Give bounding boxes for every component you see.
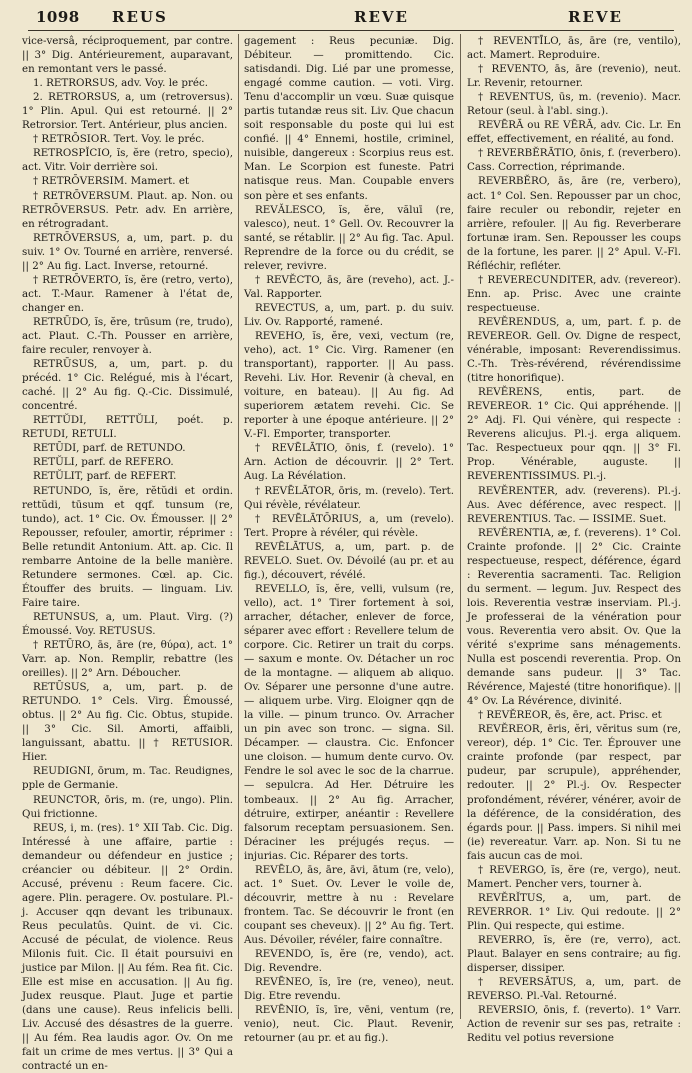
dictionary-entry: gagement : Reus pecuniæ. Dig. Débiteur. — promittendo. Cic. satisdandi. Dig. Lié par une promesse, engagé comme caution. — voti. Virg. Tenu d'accomplir un vœu. Suæ quisque partis tutandæ reus sit. Liv. Que chacun soit responsable du poste qui lui est confié. || 4° Ennemi, hostile, criminel, nuisible, dangereux : Scorpius reus est. Man. Le Scorpion est funeste. Patri natisque reus. Man. Coupable envers son père et ses enfants. bbox=[244, 35, 454, 202]
dictionary-entry: REVEHO, ĭs, ĕre, vexi, vectum (re, veho), act. 1° Cic. Virg. Ramener (en transportant), rapporter. || Au pass. Revehi. Liv. Hor. Revenir (à cheval, en voiture, en bateau). || Au fig. Ad superiorem ætatem revehi. Cic. Se reporter à une époque antérieure. || 2° V.-Fl. Emporter, transporter. bbox=[244, 329, 454, 441]
dictionary-entry: REUNCTOR, ōris, m. (re, ungo). Plin. Qui frictionne. bbox=[22, 793, 233, 820]
dictionary-entry: REVELLO, ĭs, ĕre, velli, vulsum (re, vello), act. 1° Tirer fortement à soi, arracher, détacher, enlever de force, séparer avec effort : Revellere telum de corpore. Cic. Retirer un trait du corps. — saxum e monte. Ov. Détacher un roc de la montagne. — aliquem ab aliquo. Ov. Séparer une personne d'une autre. — aliquem urbe. Virg. Eloigner qqn de la ville. — pinum trunco. Ov. Arracher un pin avec son tronc. — signa. Sil. Décamper. — claustra. Cic. Enfoncer une cloison. — humum dente curvo. Ov. Fendre le sol avec le soc de la charrue. — sepulcra. Ad Her. Détruire les tombeaux. || 2° Au fig. Arracher, détruire, extirper, anéantir : Revellere falsorum receptam persuasionem. Sen. Déraciner les préjugés reçus. — injurias. Cic. Réparer des torts. bbox=[244, 582, 454, 862]
dictionary-entry: RETŪSUS, a, um, part. p. de RETUNDO. 1° Cels. Virg. Émoussé, obtus. || 2° Au fig. Cic. Obtus, stupide. || 3° Cic. Sil. Amorti, affaibli, languissant, abattu. || † RETUSIOR. Hier. bbox=[22, 681, 233, 764]
dictionary-entry: † REVĒLĀTOR, ōris, m. (revelo). Tert. Qui révèle, révélateur. bbox=[244, 484, 454, 511]
dictionary-entry: † REVENTUS, ūs, m. (revenio). Macr. Retour (seul. à l'abl. sing.). bbox=[467, 91, 681, 118]
dictionary-entry: REVĒRĀ ou RE VĒRĀ, adv. Cic. Lr. En effet, effectivement, en réalité, au fond. bbox=[467, 119, 681, 146]
dictionary-entry: † RETRŌVERSUM. Plaut. ap. Non. ou RETRŌVERSUS. Petr. adv. En arrière, en rétrogradant. bbox=[22, 189, 233, 230]
dictionary-entry: REVĒLO, ās, āre, āvi, ātum (re, velo), act. 1° Suet. Ov. Lever le voile de, découvrir, mettre à nu : Revelare frontem. Tac. Se découvrir le front (en coupant ses cheveux). || 2° Au fig. Tert. Aus. Dévoiler, révéler, faire connaître. bbox=[244, 863, 454, 946]
dictionary-entry: † REVERBĔRĀTIO, ōnis, f. (reverbero). Cass. Correction, réprimande. bbox=[467, 147, 681, 174]
page-number: 1098 bbox=[36, 8, 80, 26]
dictionary-entry: † REVĔREOR, ēs, ēre, act. Prisc. et bbox=[478, 709, 662, 722]
dictionary-entry: REVERBĔRO, ās, āre (re, verbero), act. 1° Col. Sen. Repousser par un choc, faire reculer ou rebondir, rejeter en arrière, refouler. || Au fig. Reverberare fortunæ iram. Sen. Repousser les coups de la fortune, les parer. || 2° Apul. V.-Fl. Réfléchir, refléter. bbox=[467, 175, 681, 272]
dictionary-entry: † REVERGO, ĭs, ĕre (re, vergo), neut. Mamert. Pencher vers, tourner à. bbox=[467, 863, 681, 890]
dictionary-entry: † REVENTO, ās, āre (revenio), neut. Lr. Revenir, retourner. bbox=[467, 63, 681, 90]
dictionary-entry: † RETŪRO, ās, āre (re, θύρα), act. 1° Varr. ap. Non. Remplir, rebattre (les oreilles). || 2° Arn. Déboucher. bbox=[22, 639, 233, 680]
dictionary-entry: REVENDO, ĭs, ĕre (re, vendo), act. Dig. Revendre. bbox=[244, 948, 454, 975]
dictionary-entry: † REVĔCTO, ās, āre (reveho), act. J.-Val. Rapporter. bbox=[244, 273, 454, 300]
dictionary-entry: RETRŪSUS, a, um, part. p. du précéd. 1° Cic. Relégué, mis à l'écart, caché. || 2° Au fig. Q.-Cic. Dissimulé, concentré. bbox=[22, 358, 233, 413]
dictionary-entry: REVĔRENTIA, æ, f. (reverens). 1° Col. Crainte profonde. || 2° Cic. Crainte respectueuse, respect, déférence, égard : Reverentia sacramenti. Tac. Religion du serment. — legum. Juv. Respect des lois. Reverentia vestræ inserviam. Pl.-j. Je professerai de la vénération pour vous. Reverentia vero absit. Ov. Que la vérité s'exprime sans ménagements. Nulla est poscendi reverentia. Prop. On demande sans pudeur. || 3° Tac. Révérence, Majesté (titre honorifique). || 4° Ov. La Révérence, divinité. bbox=[467, 526, 682, 708]
dictionary-entry: RETUNSUS, a, um. Plaut. Virg. (?) Émoussé. Voy. RETUSUS. bbox=[22, 610, 233, 637]
dictionary-entry: RETRŌVERSUS, a, um, part. p. du suiv. 1° Ov. Tourné en arrière, renversé. || 2° Au fig. Lact. Inverse, retourné. bbox=[22, 231, 233, 272]
dictionary-entry: RETŬLI, parf. de REFERO. bbox=[33, 456, 174, 469]
dictionary-entry: REVĒLĀTUS, a, um, part. p. de REVELO. Suet. Ov. Dévoilé (au pr. et au fig.), découvert, révélé. bbox=[244, 540, 454, 581]
text-column-middle bbox=[244, 34, 454, 1045]
dictionary-entry: RETTŬDI, RETTŬLI, poét. p. RETUDI, RETULI. bbox=[22, 414, 233, 441]
dictionary-entry: 2. RETRORSUS, a, um (retroversus). 1° Plin. Apul. Qui est retourné. || 2° Retrorsior. Tert. Antérieur, plus ancien. bbox=[22, 91, 233, 132]
dictionary-entry: † REVERSĀTUS, a, um, part. de REVERSO. Pl.-Val. Retourné. bbox=[467, 976, 681, 1003]
dictionary-entry: † REVENTĪLO, ās, āre (re, ventilo), act. Mamert. Reproduire. bbox=[467, 35, 681, 62]
column-divider bbox=[238, 34, 239, 1019]
dictionary-entry: RETROSPĬCIO, ĭs, ĕre (retro, specio), act. Vitr. Voir derrière soi. bbox=[22, 147, 233, 174]
dictionary-entry: REVĔRĬTUS, a, um, part. de REVERROR. 1° Liv. Qui redoute. || 2° Plin. Qui respecte, qui estime. bbox=[467, 891, 681, 932]
dictionary-entry: † REVERECUNDITER, adv. (revereor). Enn. ap. Prisc. Avec une crainte respectueuse. bbox=[467, 273, 681, 314]
dictionary-entry: REVĂLESCO, ĭs, ĕre, văluī (re, valesco), neut. 1° Gell. Ov. Recouvrer la santé, se rétablir. || 2° Au fig. Tac. Apul. Reprendre de la force ou du crédit, se relever, revivre. bbox=[244, 203, 454, 272]
column-divider bbox=[460, 34, 461, 1019]
dictionary-entry: † RETRŌVERTO, ĭs, ĕre (retro, verto), act. T.-Maur. Ramener à l'état de, changer en. bbox=[22, 273, 233, 314]
dictionary-entry: REVĔRENS, entis, part. de REVEREOR. 1° Cic. Qui appréhende. || 2° Adj. Fl. Qui vénère, qui respecte : Reverens alicujus. Pl.-j. erga aliquem. Tac. Respectueux pour qqn. || 3° Fl. Prop. Vénérable, auguste. || REVERENTISSIMUS. Pl.-j. bbox=[467, 386, 681, 483]
dictionary-entry: REVĔRENTER, adv. (reverens). Pl.-j. Aus. Avec déférence, avec respect. || REVERENTIUS. Tac. — ISSIME. Suet. bbox=[467, 484, 681, 525]
dictionary-entry: RETŬLIT, parf. de REFERT. bbox=[33, 470, 177, 483]
left-guide-word: REUS bbox=[112, 8, 168, 26]
dictionary-entry: † RETRŌSIOR. Tert. Voy. le préc. bbox=[33, 133, 205, 146]
dictionary-entry: RETRŪDO, ĭs, ĕre, trūsum (re, trudo), act. Plaut. C.-Th. Pousser en arrière, faire reculer, renvoyer à. bbox=[22, 315, 233, 357]
right-guide-word: REVE bbox=[568, 8, 623, 26]
dictionary-entry: † REVĒLĀTIO, ōnis, f. (revelo). 1° Arn. Action de découvrir. || 2° Tert. Aug. La Révélation. bbox=[244, 442, 454, 483]
dictionary-entry: REUDIGNI, ōrum, m. Tac. Reudignes, pple de Germanie. bbox=[22, 765, 233, 792]
dictionary-entry: REVĒNEO, ĭs, īre (re, veneo), neut. Dig. Etre revendu. bbox=[244, 976, 454, 1003]
dictionary-entry: RETUNDO, ĭs, ĕre, rĕtŭdi et ordin. rettŭdi, tūsum et qqf. tunsum (re, tundo), act. 1° Cic. Ov. Émousser. || 2° Repousser, refouler, amortir, réprimer : Belle retundit Antonium. Att. ap. Cic. Il rembarre Antoine de la belle manière. Retundere sermones. Cœl. ap. Cic. Étouffer des bruits. — linguam. Liv. Faire taire. bbox=[22, 484, 233, 609]
dictionary-entry: REVĔREOR, ēris, ĕri, vĕritus sum (re, vereor), dép. 1° Cic. Ter. Éprouver une crainte profonde (par respect, par pudeur, par scrupule), appréhender, redouter. || 2° Pl.-j. Ov. Respecter profondément, révérer, vénérer, avoir de la déférence, de la considération, des égards pour. || Pass. impers. Si nihil mei (ie) revereatur. Varr. ap. Non. Si tu ne fais aucun cas de moi. bbox=[467, 723, 681, 862]
dictionary-entry: REVĒNIO, ĭs, īre, vēni, ventum (re, venio), neut. Cic. Plaut. Revenir, retourner (au pr. et au fig.). bbox=[244, 1004, 454, 1045]
dictionary-entry: † REVĒLĀTŌRIUS, a, um (revelo). Tert. Propre à révéler, qui révèle. bbox=[244, 512, 454, 539]
dictionary-entry: REVĔRENDUS, a, um, part. f. p. de REVEREOR. Gell. Ov. Digne de respect, vénérable, imposant: Reverendissimus. C.-Th. Très-révérend, révérendissime (titre honorifique). bbox=[467, 315, 681, 385]
text-column-right bbox=[467, 34, 682, 1045]
dictionary-entry: REVECTUS, a, um, part. p. du suiv. Liv. Ov. Rapporté, ramené. bbox=[244, 301, 454, 328]
dictionary-entry: vice-versâ, réciproquement, par contre. || 3° Dig. Antérieurement, auparavant, en remontant vers le passé. bbox=[22, 35, 233, 76]
dictionary-entry: REVERRO, ĭs, ĕre (re, verro), act. Plaut. Balayer en sens contraire; au fig. disperser, dissiper. bbox=[467, 934, 681, 975]
dictionary-entry: RETŪDI, parf. de RETUNDO. bbox=[33, 442, 186, 455]
center-guide-word: REVE bbox=[354, 8, 409, 26]
dictionary-entry: 1. RETRORSUS, adv. Voy. le préc. bbox=[33, 77, 209, 90]
text-column-left bbox=[22, 34, 233, 1073]
dictionary-entry: † RETRŌVERSIM. Mamert. et bbox=[33, 175, 190, 188]
dictionary-entry: REUS, i, m. (res). 1° XII Tab. Cic. Dig. Intéressé à une affaire, partie : demandeur ou défendeur en justice ; créancier ou débiteur. || 2° Ordin. Accusé, prévenu : Reum facere. Cic. agere. Plin. peragere. Ov. postulare. Pl.-j. Accuser qqn devant les tribunaux. Reus peculatûs. Quint. de vi. Cic. Accusé de péculat, de violence. Reus Milonis fuit. Cic. Il était poursuivi en justice par Milon. || Au fém. Rea fit. Cic. Elle est mise en accusation. || Au fig. Judex reusque. Plaut. Juge et partie (dans une cause). Reus infelicis belli. Liv. Accusé des désastres de la guerre. || Au fém. Rea laudis agor. Ov. On me fait un crime de mes vertus. || 3° Qui a contracté un en- bbox=[22, 821, 233, 1073]
page-header bbox=[28, 6, 674, 31]
dictionary-entry: REVERSIO, ōnis, f. (reverto). 1° Varr. Action de revenir sur ses pas, retraite : Reditu vel potius reversione bbox=[467, 1004, 681, 1045]
